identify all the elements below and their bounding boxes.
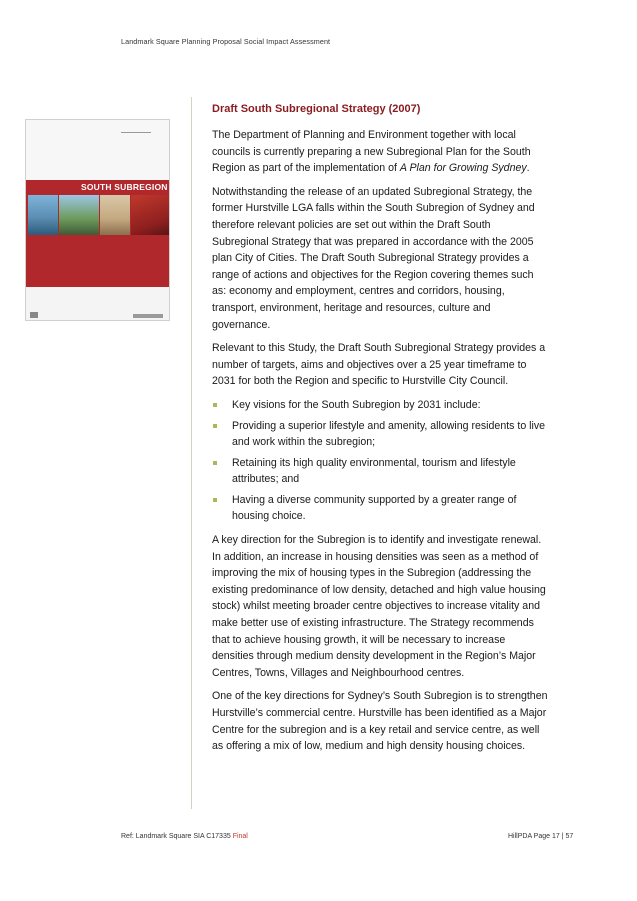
- footer-reference: [121, 833, 248, 840]
- list-item: Retaining its high quality environmental, tourism and lifestyle attributes; and: [212, 455, 548, 488]
- cover-footer-text: [133, 314, 163, 318]
- paragraph-1-end: .: [526, 162, 530, 175]
- list-item: Providing a superior lifestyle and amenity, allowing residents to live and work within the subregion;: [212, 418, 548, 451]
- cover-bottom-panel: [26, 287, 169, 321]
- cover-footer-logo: [30, 312, 38, 318]
- footer-ref-text: Ref: Landmark Square SIA C17335: [121, 833, 233, 840]
- footer-status: Final: [232, 833, 248, 840]
- paragraph-5: One of the key directions for Sydney’s South Subregion is to strengthen Hurstville’s commercial centre. Hurstville has been identified as a Major Centre for the subregion and is a key retail and service centre, as well as offering a mix of low, medium and high density housing choices.: [212, 690, 548, 753]
- paragraph-1-text: The Department of Planning and Environment together with local councils is currently preparing a new Subregional Plan for the South Region as part of the implementation of: [212, 129, 531, 175]
- paragraph-4: A key direction for the Subregion is to identify and investigate renewal. In addition, an increase in housing densities was seen as a method of improving the mix of housing types in the Subregion (addressing the existing predominance of low density, detached and high value housing stock) whilst meeting broader centre objectives to increase vitality and make better use of existing infrastructure. The Strategy recommends that to achieve housing growth, it will be necessary to increase densities through medium density development in the Region’s Major Centres, Towns, Villages and Neighbourhood centres.: [212, 534, 546, 679]
- paragraph-2: Notwithstanding the release of an updated Subregional Strategy, the former Hurstville LGA falls within the South Subregion of Sydney and therefore relevant policies are set out within the Draft South Subregional Strategy that was prepared in accordance with the 2005 plan City of Cities. The Draft South Subregional Strategy provides a range of actions and objectives for the Region covering themes such as: economy and employment, centres and corridors, housing, transport, environment, heritage and resources, culture and governance.: [212, 185, 535, 331]
- plan-title: A Plan for Growing Sydney: [399, 162, 527, 175]
- cover-top-panel: [26, 120, 169, 180]
- footer-page-number: HillPDA Page 17 | 57: [508, 833, 574, 840]
- section-heading: Draft South Subregional Strategy (2007): [212, 103, 421, 115]
- running-header: Landmark Square Planning Proposal Social Impact Assessment: [121, 37, 331, 46]
- cover-photo-1: [28, 195, 58, 235]
- paragraph-1: [212, 127, 548, 177]
- list-item: Having a diverse community supported by a greater range of housing choice.: [212, 492, 548, 525]
- main-content: [212, 101, 548, 762]
- cover-photo-strip: [26, 195, 169, 235]
- cover-title: SOUTH SUBREGION: [81, 182, 168, 192]
- report-cover-image: [25, 119, 170, 321]
- paragraph-3: Relevant to this Study, the Draft South Subregional Strategy provides a number of targets, aims and objectives over a 25 year timeframe to 2031 for both the Region and specific to Hurstville City Council.: [212, 342, 546, 388]
- cover-photo-2: [59, 195, 99, 235]
- visions-list: [212, 397, 548, 525]
- cover-logo: [121, 126, 151, 133]
- column-divider: [191, 97, 192, 809]
- cover-photo-4: [131, 195, 169, 235]
- list-item: Key visions for the South Subregion by 2031 include:: [212, 397, 548, 414]
- cover-photo-3: [100, 195, 130, 235]
